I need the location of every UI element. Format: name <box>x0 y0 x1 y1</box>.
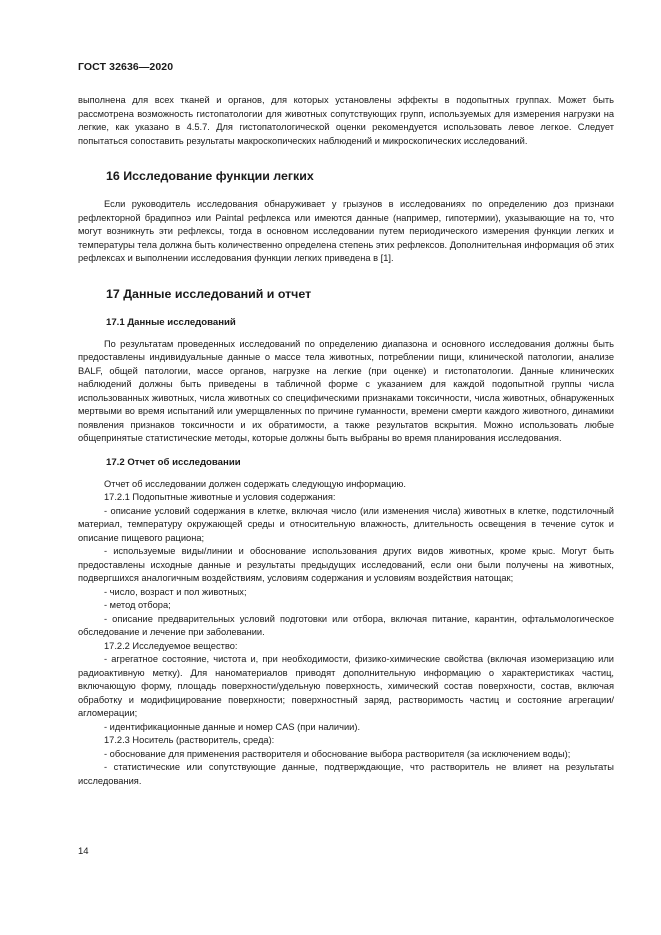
clause-17-2-1: 17.2.1 Подопытные животные и условия содержания: <box>104 492 336 502</box>
list-item: - обоснование для применения растворителя и обоснование выбора растворителя (за исключением воды); <box>104 748 571 759</box>
subsection-17-2-heading: 17.2 Отчет об исследовании <box>106 456 241 468</box>
subsection-17-1-heading: 17.1 Данные исследований <box>106 316 236 328</box>
section-16-heading: 16 Исследование функции легких <box>106 169 314 183</box>
subsection-17-2-paragraph: Отчет об исследовании должен содержать следующую информацию. <box>104 478 406 489</box>
list-item: - идентификационные данные и номер CAS (при наличии). <box>104 721 361 732</box>
list-item: - число, возраст и пол животных; <box>104 586 247 597</box>
clause-17-2-3: 17.2.3 Носитель (растворитель, среда): <box>104 735 275 745</box>
intro-paragraph: выполнена для всех тканей и органов, для которых установлены эффекты в подопытных группах. Может быть рассмотрена возможность гистопатологии для животных сопутствующих групп, используемых для измерения нагрузки на легкие, как указано в 4.5.7. Для гистопатологической оценки рекомендуется использовать левое легкое. Следует попытаться сопоставить результаты макроскопических наблюдений и микроскопических исследований. <box>78 95 614 146</box>
section-17-heading: 17 Данные исследований и отчет <box>106 286 312 301</box>
list-item: - агрегатное состояние, чистота и, при необходимости, физико-химические свойства (включая изомеризацию или радиоактивную метку). Для наноматериалов приводят дополнительную информацию о характеристиках частиц, включающую форму, площадь поверхности/удельную поверхность, химический состав поверхности, состав, включая обработку и модифицирование поверхности; поверхностный заряд, растворимость частиц и состояние агрегации/агломерации; <box>78 654 614 718</box>
clause-17-2-2: 17.2.2 Исследуемое вещество: <box>104 640 238 651</box>
list-item: - описание предварительных условий подготовки или отбора, включая питание, карантин, офтальмологическое обследование и лечение при заболевании. <box>78 613 614 637</box>
document-code-header: ГОСТ 32636—2020 <box>78 61 174 73</box>
list-item: - статистические или сопутствующие данные, подтверждающие, что растворитель не влияет на результаты исследования. <box>78 762 614 786</box>
section-16-paragraph: Если руководитель исследования обнаруживает у грызунов в исследованиях по определению доз признаки рефлекторной брадипноэ или Paintal рефлекса или имеются данные (например, гипотермии), указывающие на то, что могут возникнуть эти рефлексы, тогда в основном исследовании путем периодического измерения функции легких и температуры тела должна быть количественно определена степень этих рефлексов. Дополнительная информация об этих рефлексах и выполнении исследования функции легких приведена в [1]. <box>78 199 614 263</box>
list-item: - используемые виды/линии и обоснование использования других видов животных, кроме крыс. Могут быть предоставлены исходные данные и результаты предыдущих исследований, если они были получены на животных, подвергшихся аналогичным воздействиям, условиям содержания и условиям воздействия натощак; <box>78 546 614 583</box>
page-number: 14 <box>78 846 89 857</box>
subsection-17-1-paragraph: По результатам проведенных исследований по определению диапазона и основного исследования должны быть предоставлены индивидуальные данные о массе тела животных, потреблении пищи, клинической патологии, анализе BALF, общей патологии, массе органов, нагрузке на легкие (при оценке) и гистопатологии. Данные клинических наблюдений должны быть приведены в табличной форме с указанием для каждой подопытной группы числа использованных животных, числа животных со специфическими признаками токсичности, числа животных, обнаруженных мертвыми во время испытаний или умерщвленных по причине гуманности, времени смерти каждого животного, динамики появления признаков токсичности и их обратимости, а также результатов вскрытия. Можно использовать любые общепринятые статистические методы, которые должны быть выбраны во время планирования исследования. <box>78 338 614 443</box>
list-item: - описание условий содержания в клетке, включая число (или изменения числа) животных в клетке, подстилочный материал, температуру окружающей среды и относительную влажность, длительность освещения в течение суток и описание пищевого рациона; <box>78 505 614 543</box>
page-content <box>78 94 614 788</box>
list-item: - метод отбора; <box>104 600 171 610</box>
